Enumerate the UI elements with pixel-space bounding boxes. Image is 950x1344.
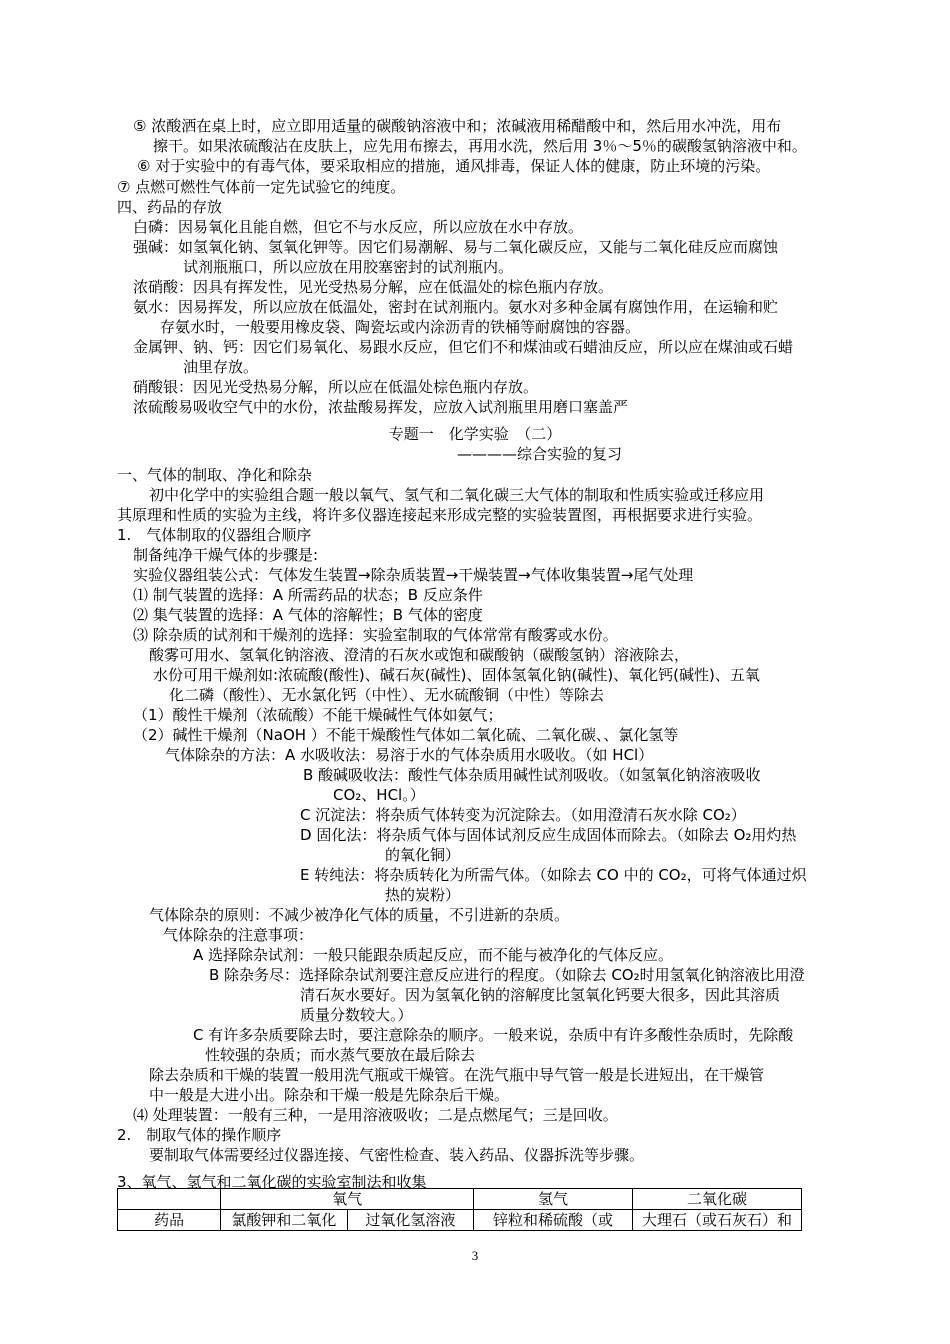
text-line: ⑤ 浓酸洒在桌上时，应立即用适量的碳酸钠溶液中和；浓碱液用稀醋酸中和，然后用水冲洗，用布: [133, 117, 782, 135]
subsection-heading: 2. 制取气体的操作顺序: [117, 1126, 282, 1144]
text-line: 氨水：因易挥发，所以应放在低温处，密封在试剂瓶内。氨水对多种金属有腐蚀作用，在运输和贮: [133, 298, 779, 316]
table-cell: 过氧化氢溶液: [347, 1210, 473, 1231]
text-line: 试剂瓶瓶口，所以应放在用胶塞密封的试剂瓶内。: [183, 258, 514, 276]
text-line: ⑴ 制气装置的选择：A 所需药品的状态；B 反应条件: [133, 586, 483, 604]
text-line: 酸雾可用水、氢氧化钠溶液、澄清的石灰水或饱和碳酸钠（碳酸氢钠）溶液除去，: [149, 646, 690, 664]
section-heading: 一、气体的制取、净化和除杂: [117, 466, 313, 484]
text-line: 除去杂质和干燥的装置一般用洗气瓶或干燥管。在洗气瓶中导气管一般是长进短出，在干燥管: [149, 1066, 765, 1084]
text-line: 化二磷（酸性）、无水氯化钙（中性）、无水硫酸铜（中性）等除去: [169, 686, 605, 704]
table-header-cell: [118, 1189, 221, 1210]
text-line: ⑦ 点燃可燃性气体前一定先试验它的纯度。: [117, 178, 406, 196]
table-row: [118, 1210, 802, 1231]
text-line: 性较强的杂质；而水蒸气要放在最后除去: [205, 1046, 476, 1064]
text-line: 气体除杂的方法：A 水吸收法：易溶于水的气体杂质用水吸收。（如 HCl）: [165, 746, 654, 764]
text-line: 气体除杂的原则：不减少被净化气体的质量，不引进新的杂质。: [149, 906, 570, 924]
text-line: 存氨水时，一般要用橡皮袋、陶瓷坛或内涂沥青的铁桶等耐腐蚀的容器。: [160, 318, 641, 336]
text-line: 的氧化铜）: [385, 846, 461, 864]
text-line: 强碱：如氢氧化钠、氢氧化钾等。因它们易潮解、易与二氧化碳反应，又能与二氧化硅反应而腐蚀: [133, 238, 779, 256]
text-line: D 固化法：将杂质气体与固体试剂反应生成固体而除去。（如除去 O₂用灼热: [300, 826, 797, 844]
text-line: 擦干。如果浓硫酸沾在皮肤上，应先用布擦去，再用水洗，然后用 3％～5％的碳酸氢钠溶液中和。: [153, 137, 807, 155]
text-line: 中一般是大进小出。除杂和干燥一般是先除杂后干燥。: [149, 1086, 510, 1104]
text-line: 浓硝酸：因具有挥发性，见光受热易分解，应在低温处的棕色瓶内存放。: [133, 278, 614, 296]
text-line: 实验仪器组装公式：气体发生装置→除杂质装置→干燥装置→气体收集装置→尾气处理: [133, 566, 694, 584]
text-line: ⑶ 除杂质的试剂和干燥剂的选择：实验室制取的气体常常有酸雾或水份。: [133, 626, 618, 644]
text-line: 清石灰水要好。因为氢氧化钠的溶解度比氢氧化钙要大很多，因此其溶质: [300, 986, 781, 1004]
text-line: B 除杂务尽：选择除杂试剂要注意反应进行的程度。（如除去 CO₂时用氢氧化钠溶液比用澄: [209, 966, 805, 984]
text-line: 白磷：因易氧化且能自燃，但它不与水反应，所以应放在水中存放。: [133, 218, 584, 236]
text-line: ⑷ 处理装置：一般有三种，一是用溶液吸收；二是点燃尾气；三是回收。: [133, 1106, 618, 1124]
text-line: C 沉淀法：将杂质气体转变为沉淀除去。（如用澄清石灰水除 CO₂）: [300, 806, 746, 824]
subsection-heading: 3、氧气、氢气和二氧化碳的实验室制法和收集: [117, 1173, 427, 1191]
text-line: 油里存放。: [183, 358, 259, 376]
text-line: 要制取气体需要经过仪器连接、气密性检查、装入药品、仪器拆洗等步骤。: [149, 1146, 645, 1164]
text-line: 浓硫酸易吸收空气中的水份，浓盐酸易挥发，应放入试剂瓶里用磨口塞盖严: [133, 398, 629, 416]
topic-title: 专题一 化学实验 （二）: [388, 425, 562, 443]
text-line: （1）酸性干燥剂（浓硫酸）不能干燥碱性气体如氨气；: [133, 706, 503, 724]
text-line: 质量分数较大。）: [300, 1006, 413, 1024]
table-cell: 锌粒和稀硫酸（或: [474, 1210, 633, 1231]
text-line: 硝酸银：因见光受热易分解，所以应在低温处棕色瓶内存放。: [133, 378, 539, 396]
table-header-row: [118, 1189, 802, 1210]
table-header-cell: 氧气: [221, 1189, 474, 1210]
table-cell: 大理石（或石灰石）和: [632, 1210, 801, 1231]
text-line: 制备纯净干燥气体的步骤是:: [133, 546, 319, 564]
text-line: ⑵ 集气装置的选择：A 气体的溶解性；B 气体的密度: [133, 606, 483, 624]
table-cell: 氯酸钾和二氧化: [221, 1210, 347, 1231]
text-line: （2）碱性干燥剂（NaOH ）不能干燥酸性气体如二氧化硫、二氧化碳、、氯化氢等: [133, 726, 679, 744]
text-line: A 选择除杂试剂：一般只能跟杂质起反应，而不能与被净化的气体反应。: [193, 946, 674, 964]
table-header-cell: 二氧化碳: [632, 1189, 801, 1210]
text-line: E 转纯法：将杂质转化为所需气体。（如除去 CO 中的 CO₂，可将气体通过炽: [300, 866, 807, 884]
text-line: 热的炭粉）: [385, 886, 461, 904]
page-number: 3: [471, 1248, 479, 1263]
text-line: ⑥ 对于实验中的有毒气体，要采取相应的措施，通风排毒，保证人体的健康，防止环境的污染。: [137, 157, 771, 175]
subsection-heading: 1. 气体制取的仪器组合顺序: [117, 526, 312, 544]
gas-preparation-table: [117, 1188, 802, 1231]
text-line: 其原理和性质的实验为主线，将许多仪器连接起来形成完整的实验装置图，再根据要求进行实验。: [117, 506, 763, 524]
text-line: B 酸碱吸收法：酸性气体杂质用碱性试剂吸收。（如氢氧化钠溶液吸收: [303, 766, 761, 784]
text-line: CO₂、HCl。）: [333, 786, 425, 804]
text-line: 初中化学中的实验组合题一般以氧气、氢气和二氧化碳三大气体的制取和性质实验或迁移应用: [149, 486, 765, 504]
text-line: C 有许多杂质要除去时，要注意除杂的顺序。一般来说，杂质中有许多酸性杂质时，先除酸: [193, 1026, 794, 1044]
text-line: 金属钾、钠、钙：因它们易氧化、易跟水反应，但它们不和煤油或石蜡油反应，所以应在煤油或石蜡: [133, 338, 794, 356]
topic-subtitle: ————综合实验的复习: [457, 445, 623, 463]
table-header-cell: 氢气: [474, 1189, 633, 1210]
text-line: 气体除杂的注意事项：: [163, 926, 314, 944]
table-cell: 药品: [118, 1210, 221, 1231]
section-heading: 四、药品的存放: [117, 198, 223, 216]
text-line: 水份可用干燥剂如:浓硫酸(酸性)、碱石灰(碱性)、固体氢氧化钠(碱性)、氧化钙(碱性)、五氧: [153, 666, 760, 684]
